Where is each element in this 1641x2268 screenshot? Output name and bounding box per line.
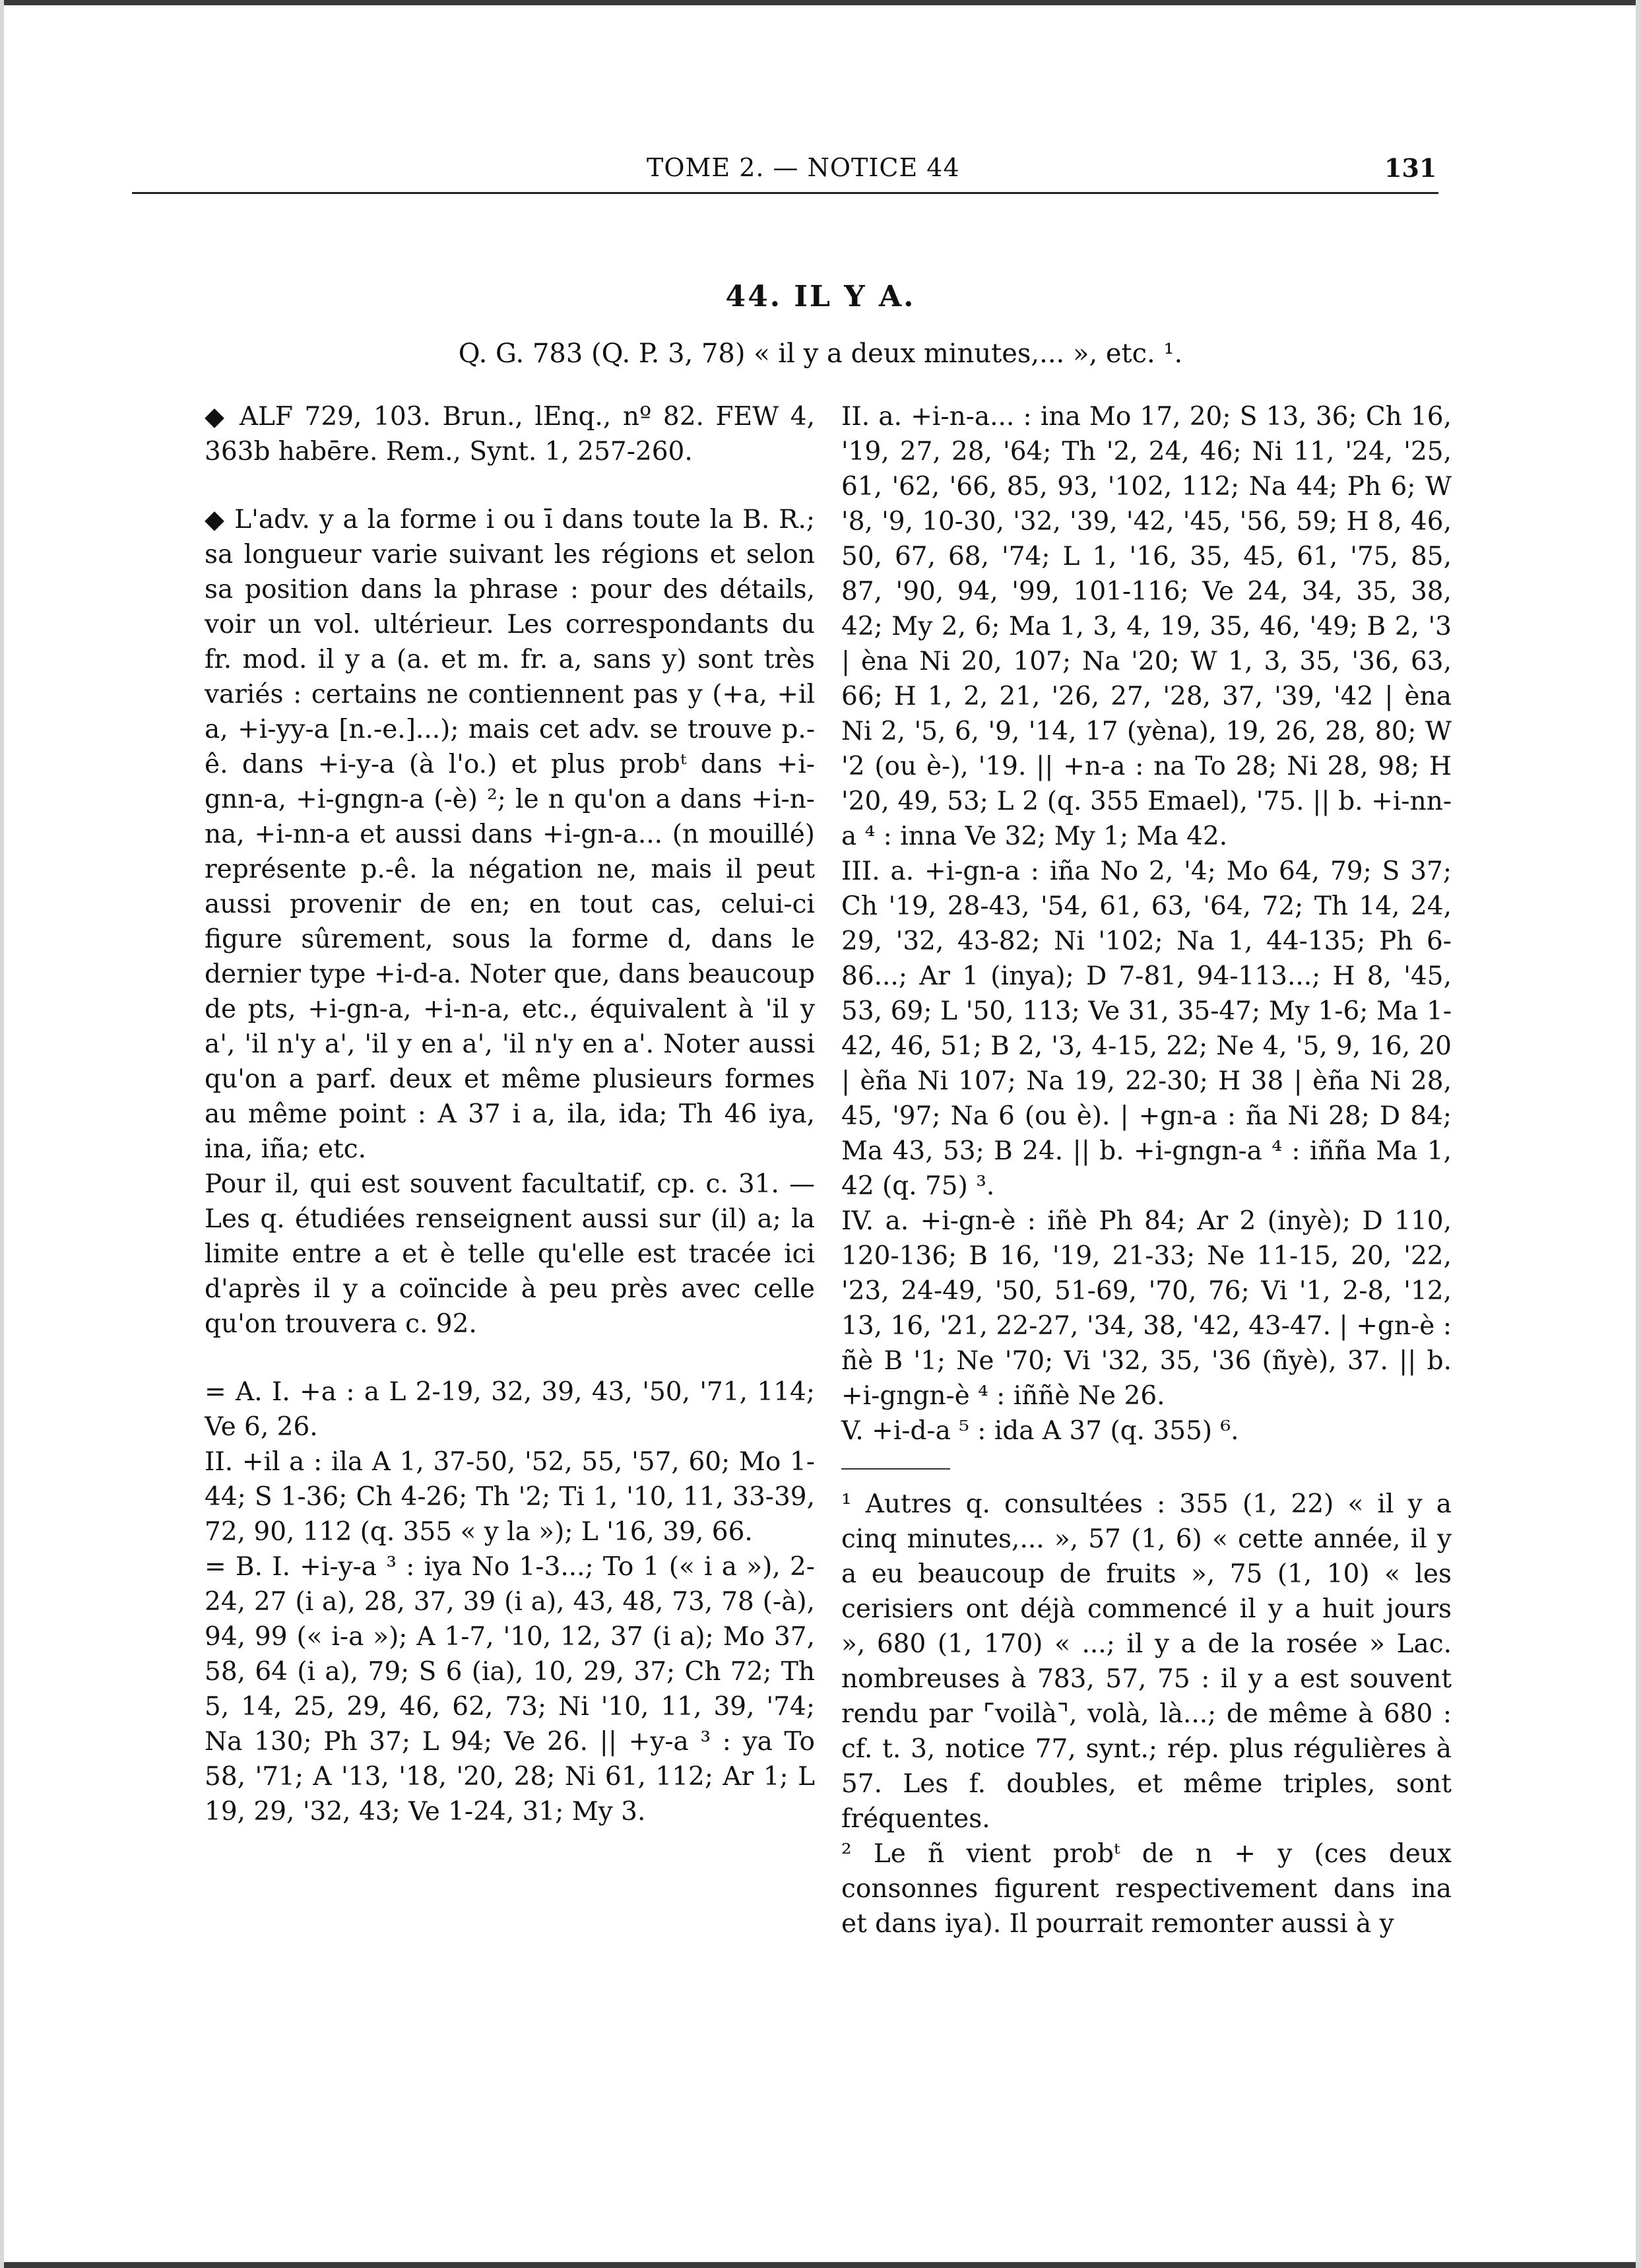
section-a-ii: II. +il a : ila A 1, 37-50, '52, 55, '57, 60; Mo 1-44; S 1-36; Ch 4-26; Th '2; Ti 1, '10, 11, 33-39, 72, 90, 112 (q. 355 « y la »); L '16, 39, 66.	[205, 1447, 815, 1547]
header-rule	[132, 192, 1438, 194]
notice-question: Q. G. 783 (Q. P. 3, 78) « il y a deux minutes,... », etc. ¹.	[458, 339, 1183, 369]
footnotes	[841, 1487, 1452, 1941]
left-column	[205, 399, 815, 1829]
section-b-v: V. +i-d-a ⁵ : ida A 37 (q. 355) ⁶.	[841, 1416, 1239, 1446]
running-title: TOME 2. — NOTICE 44	[647, 153, 960, 182]
right-column	[841, 399, 1452, 1941]
scan-border-top	[0, 0, 1641, 5]
section-b-iii: III. a. +i-gn-a : iña No 2, '4; Mo 64, 79; S 37; Ch '19, 28-43, '54, 61, 63, '64, 72; Th 14, 24, 29, '32, 43-82; Ni '102; Na 1, 44-135; Ph 6-86...; Ar 1 (inya); D 7-81, 94-113...; H 8, '45, 53, 69; L '50, 113; Ve 31, 35-47; My 1-6; Ma 1-42, 46, 51; B 2, '3, 4-15, 22; Ne 4, '5, 9, 16, 20 | èña Ni 107; Na 19, 22-30; H 38 | èña Ni 28, 45, '97; Na 6 (ou è). | +gn-a : ña Ni 28; D 84; Ma 43, 53; B 24. || b. +i-gngn-a ⁴ : iñña Ma 1, 42 (q. 75) ³.	[841, 857, 1452, 1201]
references-paragraph: ◆ ALF 729, 103. Brun., lEnq., nº 82. FEW 4, 363b habēre. Rem., Synt. 1, 257-260.	[205, 402, 815, 467]
section-b-ii: II. a. +i-n-a... : ina Mo 17, 20; S 13, 36; Ch 16, '19, 27, 28, '64; Th '2, 24, 46; Ni 11, '24, '25, 61, '62, '66, 85, 93, '102, 112; Na 44; Ph 6; W '8, '9, 10-30, '32, '39, '42, '45, '56, 59; H 8, 46, 50, 67, 68, '74; L 1, '16, 35, 45, 61, '75, 85, 87, '90, 94, '99, 101-116; Ve 24, 34, 35, 38, 42; My 2, 6; Ma 1, 3, 4, 19, 35, 46, '49; B 2, '3 | èna Ni 20, 107; Na '20; W 1, 3, 35, '36, 63, 66; H 1, 2, 21, '26, 27, '28, 37, '39, '42 | èna Ni 2, '5, 6, '9, '14, 17 (yèna), 19, 26, 28, 80; W '2 (ou è-), '19. || +n-a : na To 28; Ni 28, 98; H '20, 49, 53; L 2 (q. 355 Emael), '75. || b. +i-nn-a ⁴ : inna Ve 32; My 1; Ma 42.	[841, 402, 1452, 851]
footnote-2: ² Le ñ vient probᵗ de n + y (ces deux consonnes figurent respectivement dans ina et dans iya). Il pourrait remonter aussi à y	[841, 1839, 1452, 1939]
page-number: 131	[1384, 153, 1437, 183]
section-b-i: = B. I. +i-y-a ³ : iya No 1-3...; To 1 (« i a »), 2-24, 27 (i a), 28, 37, 39 (i a), 43, 48, 73, 78 (-à), 94, 99 (« i-a »); A 1-7, '10, 12, 37 (i a); Mo 37, 58, 64 (i a), 79; S 6 (ia), 10, 29, 37; Ch 72; Th 5, 14, 25, 29, 46, 62, 73; Ni '10, 11, 39, '74; Na 130; Ph 37; L 94; Ve 26. || +y-a ³ : ya To 58, '71; A '13, '18, '20, 28; Ni 61, 112; Ar 1; L 19, 29, '32, 43; Ve 1-24, 31; My 3.	[205, 1552, 815, 1827]
footnote-rule	[841, 1468, 950, 1470]
discussion-paragraph: ◆ L'adv. y a la forme i ou ī dans toute la B. R.; sa longueur varie suivant les régions et selon sa position dans la phrase : pour des détails, voir un vol. ultérieur. Les correspondants du fr. mod. il y a (a. et m. fr. a, sans y) sont très variés : certains ne contiennent pas y (+a, +il a, +i-yy-a [n.-e.]...); mais cet adv. se trouve p.-ê. dans +i-y-a (à l'o.) et plus probᵗ dans +i-gnn-a, +i-gngn-a (-è) ²; le n qu'on a dans +i-n-na, +i-nn-a et aussi dans +i-gn-a... (n mouillé) représente p.-ê. la négation ne, mais il peut aussi provenir de en; en tout cas, celui-ci figure sûrement, sous la forme d, dans le dernier type +i-d-a. Noter que, dans beaucoup de pts, +i-gn-a, +i-n-a, etc., équivalent à 'il y a', 'il n'y a', 'il y en a', 'il n'y en a'. Noter aussi qu'on a parf. deux et même plusieurs formes au même point : A 37 i a, ila, ida; Th 46 iya, ina, iña; etc.	[205, 505, 815, 1164]
scan-border-bottom	[0, 2262, 1641, 2268]
footnote-1: ¹ Autres q. consultées : 355 (1, 22) « il y a cinq minutes,... », 57 (1, 6) « cette année, il y a eu beaucoup de fruits », 75 (1, 10) « les cerisiers ont déjà commencé il y a huit jours », 680 (1, 170) « ...; il y a de la rosée » Lac. nombreuses à 783, 57, 75 : il y a est souvent rendu par ⌜voilà⌝, volà, là...; de même à 680 : cf. t. 3, notice 77, synt.; rép. plus régulières à 57. Les f. doubles, et même triples, sont fréquentes.	[841, 1489, 1452, 1834]
notice-title: 44. IL Y A.	[725, 280, 916, 313]
section-b-iv: IV. a. +i-gn-è : iñè Ph 84; Ar 2 (inyè); D 110, 120-136; B 16, '19, 21-33; Ne 11-15, 20, '22, '23, 24-49, '50, 51-69, '70, 76; Vi '1, 2-8, '12, 13, 16, '21, 22-27, '34, 38, '42, 43-47. | +gn-è : ñè B '1; Ne '70; Vi '32, 35, '36 (ñyè), 37. || b. +i-gngn-è ⁴ : iññè Ne 26.	[841, 1206, 1452, 1411]
discussion-paragraph-2: Pour il, qui est souvent facultatif, cp. c. 31. — Les q. étudiées renseignent aussi sur (il) a; la limite entre a et è telle qu'elle est tracée ici d'après il y a coïncide à peu près avec celle qu'on trouvera c. 92.	[205, 1169, 815, 1339]
section-a-i: = A. I. +a : a L 2-19, 32, 39, 43, '50, '71, 114; Ve 6, 26.	[205, 1377, 815, 1442]
